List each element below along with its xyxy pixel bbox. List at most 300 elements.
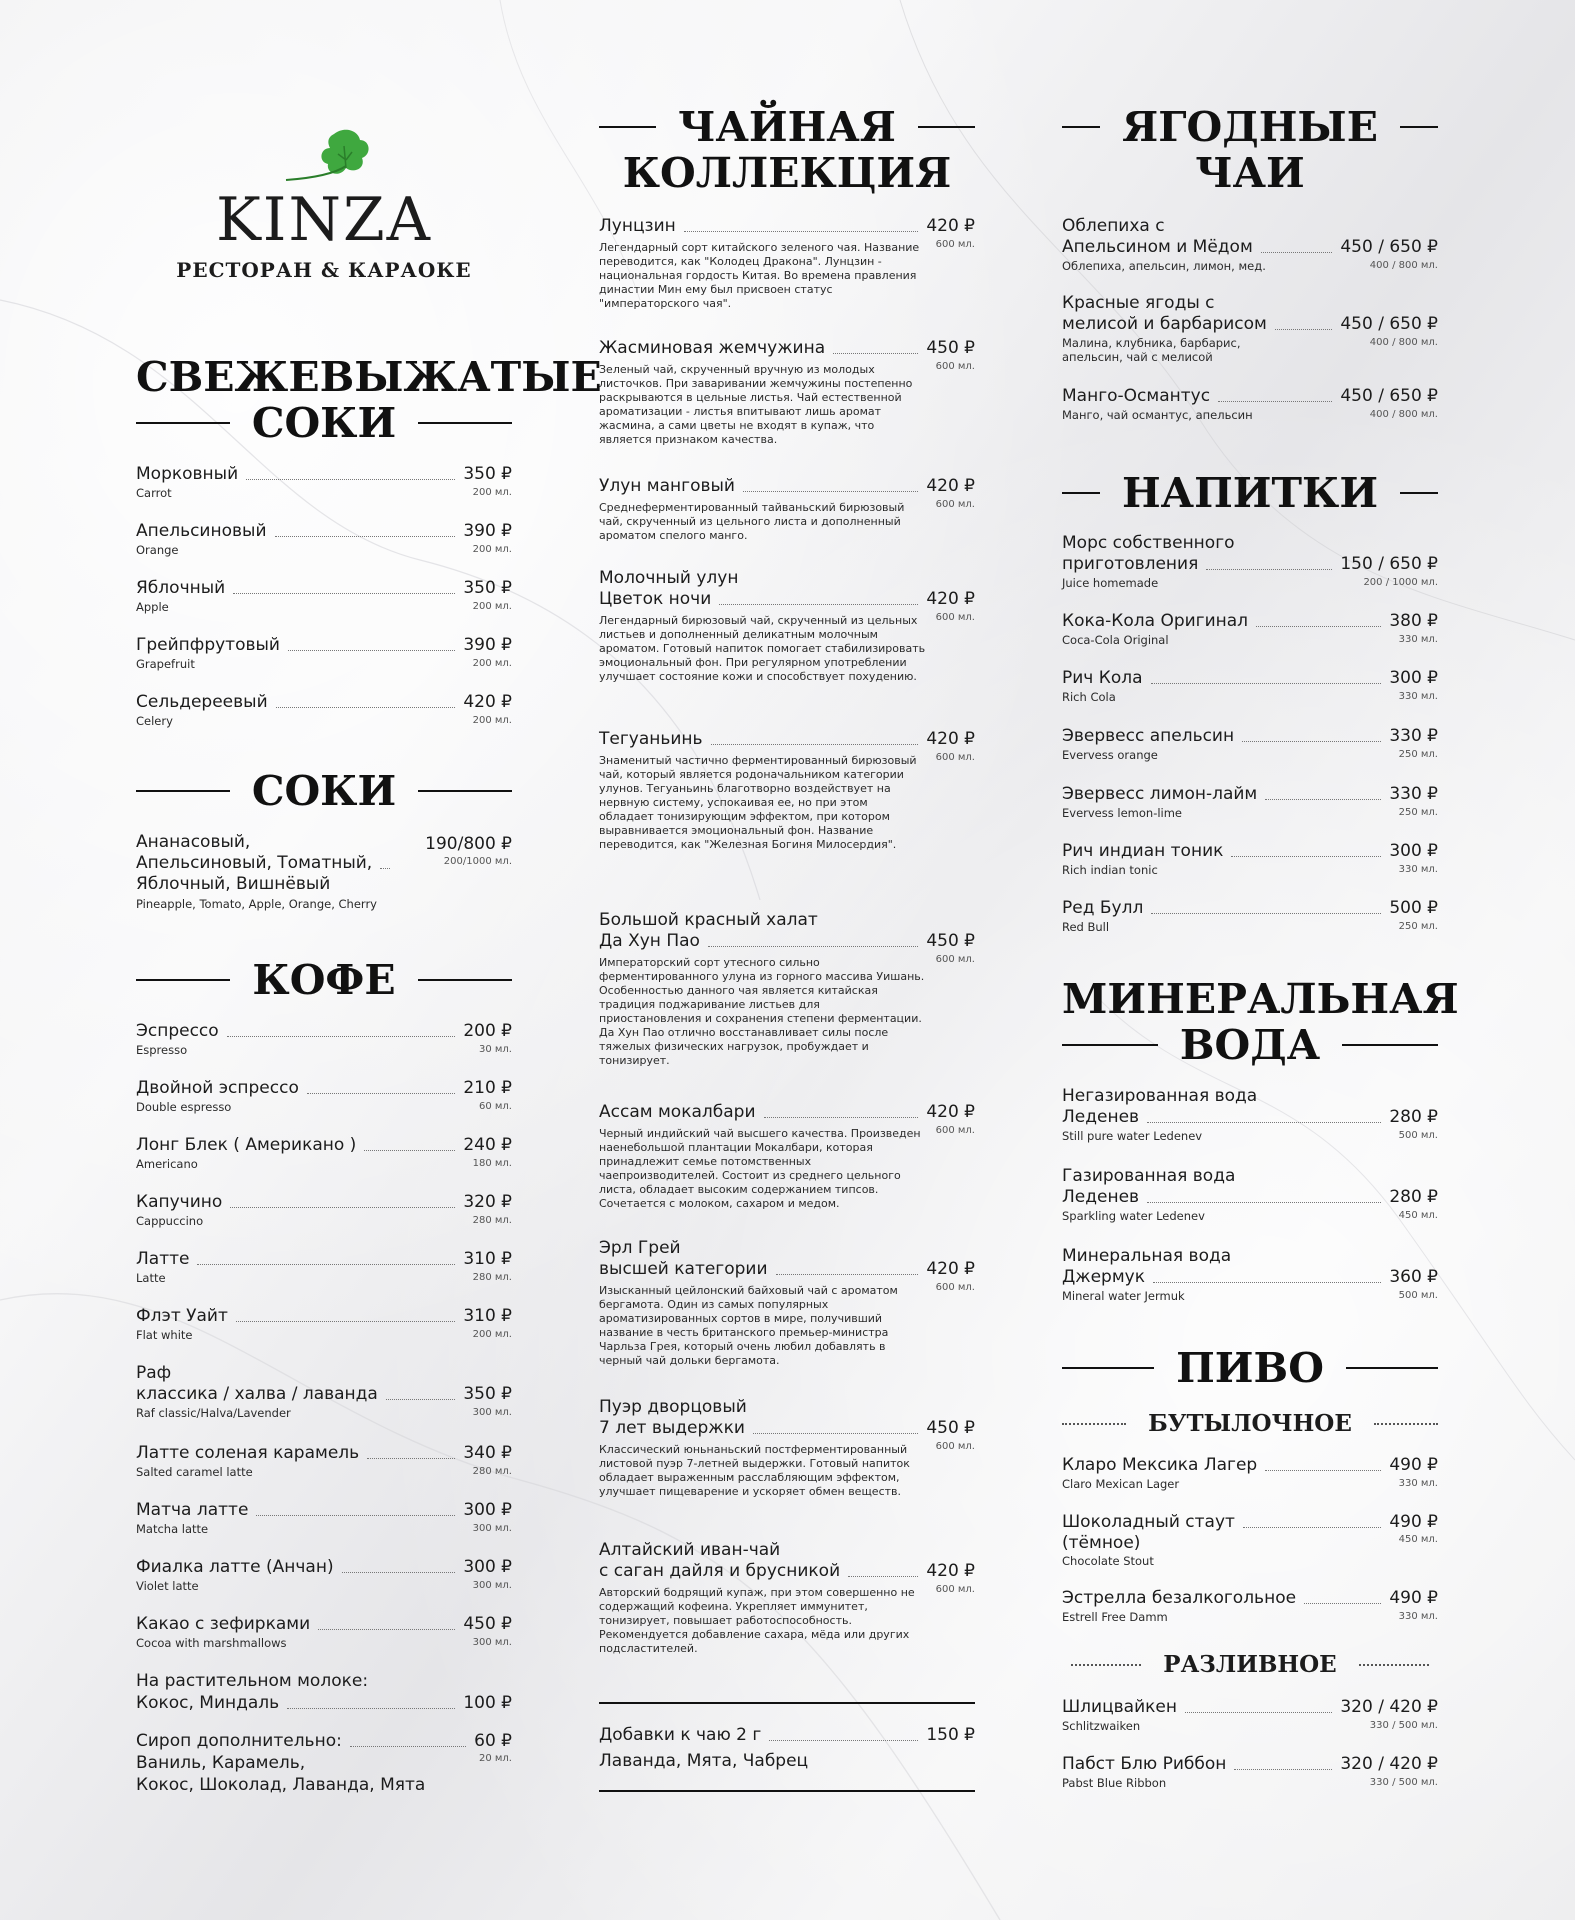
item-row (1062, 806, 1438, 820)
item-row (1062, 748, 1438, 762)
dot-leader (386, 1399, 455, 1400)
volume: 200 мл. (472, 715, 512, 726)
subtitle: Carrot (136, 486, 172, 500)
price: 500 ₽ (1389, 898, 1438, 918)
price: 280 ₽ (1389, 1187, 1438, 1207)
volume: 200 мл. (472, 544, 512, 555)
volume: 250 мл. (1398, 921, 1438, 932)
dot-leader (1147, 1202, 1381, 1203)
dot-leader (1275, 329, 1332, 330)
volume: 600 мл. (935, 499, 975, 510)
menu-item (1062, 1754, 1438, 1790)
item-name: ЯГОДНЫЕ (1062, 104, 1438, 150)
item-name: Сироп дополнительно: (136, 1731, 342, 1751)
price: 380 ₽ (1389, 611, 1438, 631)
item-row (1062, 408, 1438, 422)
item-row (1062, 1588, 1438, 1609)
item-name: Алтайский иван-чай (599, 1540, 781, 1560)
menu-item (136, 1557, 512, 1593)
dot-leader (233, 593, 455, 594)
item-name: ВОДА (1062, 1022, 1438, 1068)
price: 450 / 650 ₽ (1340, 386, 1438, 406)
price: 330 ₽ (1389, 784, 1438, 804)
item-name: Красные ягоды с (1062, 293, 1215, 313)
volume: 600 мл. (935, 239, 975, 250)
item-name: Двойной эспрессо (136, 1078, 299, 1098)
item-row (599, 498, 975, 543)
volume: 600 мл. (935, 1282, 975, 1293)
item-name: Кокос, Шоколад, Лаванда, Мята (136, 1775, 426, 1795)
price: 240 ₽ (463, 1135, 512, 1155)
brand-subtitle: РЕСТОРАН & КАРАОКЕ (176, 258, 472, 282)
section-title-fresh-juices (136, 353, 602, 447)
description: Среднеферментированный тайваньский бирюзовый чай, скрученный из цельного листа и дополненный ароматом спелого манго. (599, 501, 905, 542)
section-title-coffee: КОФЕ (136, 957, 512, 1003)
price: 450 ₽ (926, 1418, 975, 1438)
section-title-juices: СОКИ (136, 768, 512, 814)
price: 450 ₽ (926, 338, 975, 358)
menu-item (136, 578, 512, 614)
dot-leader (708, 946, 918, 947)
volume: 600 мл. (935, 612, 975, 623)
dot-leader (1304, 1603, 1381, 1604)
dot-leader (764, 1117, 919, 1118)
price: 490 ₽ (1389, 1512, 1438, 1532)
menu-item (136, 1192, 512, 1228)
volume: 30 мл. (478, 1044, 512, 1055)
subtitle: Sparkling water Ledenev (1062, 1209, 1205, 1223)
dot-leader (711, 744, 919, 745)
item-row (136, 1135, 512, 1156)
dot-leader (1265, 1470, 1381, 1471)
item-name: Леденев (1062, 1107, 1140, 1127)
dot-leader (288, 650, 455, 651)
item-name: Раф (136, 1363, 172, 1383)
subtitle: Evervess lemon-lime (1062, 806, 1183, 820)
price: 420 ₽ (926, 729, 975, 749)
item-row (1062, 633, 1438, 647)
menu-item (136, 464, 512, 500)
subtitle: Estrell Free Damm (1062, 1610, 1168, 1624)
dot-leader (753, 1433, 918, 1434)
item-row (599, 476, 975, 497)
item-row (1062, 259, 1438, 273)
volume: 200 мл. (472, 658, 512, 669)
dot-leader (276, 707, 456, 708)
volume: 400 / 800 мл. (1369, 337, 1438, 348)
subtitle: Apple (136, 600, 169, 614)
item-name: СВЕЖЕВЫЖАТЫЕ (136, 353, 602, 401)
item-row (599, 953, 975, 1068)
item-name: Грейпфрутовый (136, 635, 280, 655)
volume: 400 / 800 мл. (1369, 409, 1438, 420)
item-name: Эвервесс лимон-лайм (1062, 784, 1258, 804)
dot-leader (743, 491, 918, 492)
dot-leader (350, 1746, 466, 1747)
price: 450 ₽ (926, 931, 975, 951)
item-row (1062, 576, 1438, 590)
item-row (136, 692, 512, 713)
dot-leader (256, 1515, 455, 1516)
item-name: Апельсином и Мёдом (1062, 237, 1253, 257)
item-row (136, 1157, 512, 1171)
divider (599, 1790, 975, 1792)
item-name: Молочный улун (599, 568, 739, 588)
item-name: Пабст Блю Риббон (1062, 1754, 1227, 1774)
price: 300 ₽ (1389, 841, 1438, 861)
item-name: Негазированная вода (1062, 1086, 1258, 1106)
item-row (599, 931, 975, 952)
description: Знаменитый частично ферментированный бирюзовый чай, который является родоначальником категории улунов. Тегуаньинь благотворно воздействует на нервную систему, успокаивая ее, но при этом обладает тонизирующим эффектом, при котором выравнивается эмоциональный фон. Название переводится, как "Железная Богиня Милосердия". (599, 754, 917, 851)
item-name: приготовления (1062, 554, 1199, 574)
item-name: Эвервесс апельсин (1062, 726, 1235, 746)
subtitle: Pineapple, Tomato, Apple, Orange, Cherry (136, 897, 377, 911)
volume: 330 / 500 мл. (1369, 1720, 1438, 1731)
item-name: Какао с зефирками (136, 1614, 311, 1634)
subtitle: Манго, чай османтус, апельсин (1062, 408, 1253, 422)
menu-item (136, 1021, 512, 1057)
price: 420 ₽ (926, 216, 975, 236)
item-row (136, 1078, 512, 1099)
tea-item (599, 1397, 975, 1499)
subtitle: Double espresso (136, 1100, 232, 1114)
volume: 600 мл. (935, 752, 975, 763)
item-row (1062, 863, 1438, 877)
menu-item (136, 1078, 512, 1114)
item-row (1062, 611, 1438, 632)
item-name: СОКИ (136, 400, 512, 446)
item-row (136, 657, 512, 671)
dot-leader (364, 1150, 455, 1151)
tea-item (599, 338, 975, 447)
dot-leader (1153, 1282, 1381, 1283)
item-row (136, 1021, 512, 1042)
item-row (1062, 1477, 1438, 1491)
tea-item (599, 910, 975, 1068)
menu-item (1062, 1512, 1438, 1568)
brand-logo (136, 126, 512, 282)
item-row (1062, 1209, 1438, 1223)
item-name: Тегуаньинь (599, 729, 703, 749)
item-name: На растительном молоке: (136, 1671, 369, 1691)
menu-item (1062, 1086, 1438, 1143)
item-row (136, 1579, 512, 1593)
price: 490 ₽ (1389, 1455, 1438, 1475)
price: 340 ₽ (463, 1443, 512, 1463)
item-row (1062, 1610, 1438, 1624)
item-name: МИНЕРАЛЬНАЯ (1062, 975, 1459, 1023)
volume: 330 мл. (1398, 634, 1438, 645)
subtitle: Grapefruit (136, 657, 195, 671)
volume: 600 мл. (935, 1441, 975, 1452)
tea-item (599, 1540, 975, 1656)
item-row (599, 1124, 975, 1211)
item-row (136, 1522, 512, 1536)
description: Легендарный сорт китайского зеленого чая. Название переводится, как "Колодец Дракона". Лунцзин - национальная гордость Китая. Во времена правления династии Мин ему был присвоен статус "императорского чая". (599, 241, 920, 310)
item-name: Фиалка латте (Анчан) (136, 1557, 334, 1577)
subtitle: Orange (136, 543, 179, 557)
price: 420 ₽ (463, 692, 512, 712)
dot-leader (833, 353, 918, 354)
price: 360 ₽ (1389, 1267, 1438, 1287)
item-row (1062, 1512, 1438, 1533)
dot-leader (769, 1740, 918, 1741)
item-name: Пуэр дворцовый (599, 1397, 747, 1417)
menu-item (1062, 668, 1438, 704)
item-row (136, 1752, 512, 1774)
item-name: Облепиха с (1062, 216, 1165, 236)
dot-leader (1265, 799, 1381, 800)
description: Черный индийский чай высшего качества. Произведен наенебольшой плантации Мокалбари, которая принадлежит семье потомственных чаепроизводителей. Состоит из среднего цельного листа, обладает высоким содержанием типсов. Сочетается с молоком, сахаром и медом. (599, 1127, 921, 1210)
item-row (599, 1724, 975, 1746)
item-name: мелисой и барбарисом (1062, 314, 1267, 334)
dot-leader (1218, 401, 1332, 402)
subtitle: Mineral water Jermuk (1062, 1289, 1185, 1303)
item-row (136, 1730, 512, 1752)
volume: 330 мл. (1398, 1611, 1438, 1622)
volume: 300 мл. (472, 1637, 512, 1648)
item-row (136, 1214, 512, 1228)
volume: 300 мл. (472, 1523, 512, 1534)
volume: 200 мл. (472, 601, 512, 612)
description: Изысканный цейлонский байховый чай с ароматом бергамота. Один из самых популярных ароматизированных сортов в мире, получивший название в честь британского премьер-министра Чарльза Грея, который очень любил добавлять в черный чай дольки бергамота. (599, 1284, 898, 1367)
subtitle: Cappuccino (136, 1214, 204, 1228)
item-name: Латте соленая карамель (136, 1443, 360, 1463)
item-name: Эрл Грей (599, 1238, 681, 1258)
subtitle: Violet latte (136, 1579, 199, 1593)
dot-leader (275, 536, 456, 537)
item-name: Флэт Уайт (136, 1306, 228, 1326)
volume: 200 мл. (472, 1329, 512, 1340)
item-name: Манго-Османтус (1062, 386, 1211, 406)
dot-leader (1151, 913, 1381, 914)
item-row (1062, 690, 1438, 704)
dot-leader (1261, 252, 1333, 253)
item-row (599, 751, 975, 852)
item-row (599, 1102, 975, 1123)
dot-leader (719, 604, 918, 605)
item-name: Жасминовая жемчужина (599, 338, 826, 358)
volume: 600 мл. (935, 361, 975, 372)
price: 300 ₽ (463, 1500, 512, 1520)
price: 300 ₽ (463, 1557, 512, 1577)
subtitle: Raf classic/Halva/Lavender (136, 1406, 291, 1420)
menu-item (136, 1500, 512, 1536)
volume: 300 мл. (472, 1407, 512, 1418)
subtitle: Red Bull (1062, 920, 1110, 934)
item-name: Ред Булл (1062, 898, 1144, 918)
subtitle: Evervess orange (1062, 748, 1158, 762)
cilantro-leaf-icon (274, 126, 374, 186)
menu-item (1062, 611, 1438, 647)
item-row (599, 216, 975, 237)
item-row (136, 1500, 512, 1521)
item-row (1062, 1267, 1438, 1288)
item-name: Эспрессо (136, 1021, 219, 1041)
item-name: с саган дайля и брусникой (599, 1561, 841, 1581)
item-row (1062, 841, 1438, 862)
subtitle: Coca-Cola Original (1062, 633, 1169, 647)
item-row (1062, 314, 1438, 335)
menu-item (136, 1135, 512, 1171)
volume: 600 мл. (935, 954, 975, 965)
item-row (1062, 668, 1438, 689)
tea-item (599, 216, 975, 311)
item-row (136, 1192, 512, 1213)
price: 320 / 420 ₽ (1340, 1754, 1438, 1774)
volume: 200 / 1000 мл. (1363, 577, 1438, 588)
item-row (1062, 726, 1438, 747)
price: 420 ₽ (926, 589, 975, 609)
menu-item (1062, 533, 1438, 590)
volume: 330 мл. (1398, 864, 1438, 875)
item-row (599, 238, 975, 311)
price: 450 / 650 ₽ (1340, 237, 1438, 257)
menu-item-tea-additives (599, 1724, 975, 1772)
dot-leader (236, 1321, 455, 1322)
item-name: Яблочный (136, 578, 226, 598)
tea-item (599, 1102, 975, 1211)
price: 300 ₽ (1389, 668, 1438, 688)
item-row (599, 1440, 975, 1499)
price: 150 ₽ (926, 1725, 975, 1745)
item-name: Морковный (136, 464, 239, 484)
subtitle: Облепиха, апельсин, лимон, мед. (1062, 259, 1266, 273)
dot-leader (776, 1274, 919, 1275)
volume: 60 мл. (478, 1101, 512, 1112)
dot-leader (367, 1458, 455, 1459)
item-row (1062, 386, 1438, 407)
menu-item-syrup (136, 1730, 512, 1796)
item-row (136, 543, 512, 557)
item-row (1062, 898, 1438, 919)
item-name: ЧАЙНАЯ (599, 104, 975, 150)
item-row (136, 635, 512, 656)
dot-leader (1242, 741, 1381, 742)
item-row (136, 1384, 512, 1405)
item-row (136, 1692, 512, 1714)
volume: 280 мл. (472, 1272, 512, 1283)
volume: 330 мл. (1398, 691, 1438, 702)
price: 350 ₽ (463, 1384, 512, 1404)
menu-item (136, 521, 512, 557)
dot-leader (246, 479, 455, 480)
item-row (1062, 1107, 1438, 1128)
item-name: Ваниль, Карамель, (136, 1753, 306, 1773)
subtitle: Rich indian tonic (1062, 863, 1158, 877)
item-name: Яблочный, Вишнёвый (136, 874, 331, 894)
item-row (136, 1465, 512, 1479)
item-row (1062, 920, 1438, 934)
dot-leader (342, 1572, 456, 1573)
item-row (1062, 1129, 1438, 1143)
item-name: Ананасовый, (136, 832, 251, 852)
price: 320 ₽ (463, 1192, 512, 1212)
menu-item (1062, 293, 1438, 364)
item-row (1062, 1776, 1438, 1790)
subtitle: Celery (136, 714, 173, 728)
price: 310 ₽ (463, 1306, 512, 1326)
item-row (136, 464, 512, 485)
item-row (136, 1271, 512, 1285)
item-row (599, 611, 975, 684)
item-row (599, 1281, 975, 1368)
item-name: Кокос, Миндаль (136, 1693, 280, 1713)
volume: 450 мл. (1398, 1210, 1438, 1221)
subtitle: Малина, клубника, барбарис, апельсин, чай с мелисой (1062, 336, 1241, 364)
item-row (1062, 237, 1438, 258)
item-name: Матча латте (136, 1500, 249, 1520)
menu-item (1062, 216, 1438, 273)
menu-item (1062, 784, 1438, 820)
dot-leader (1147, 1122, 1381, 1123)
section-title-berry-tea (1062, 104, 1438, 196)
item-row (599, 1418, 975, 1439)
item-row (1062, 554, 1438, 575)
dot-leader (318, 1629, 455, 1630)
section-title-beer: ПИВО (1062, 1345, 1438, 1391)
item-name: высшей категории (599, 1259, 768, 1279)
volume: 330 мл. (1398, 1478, 1438, 1489)
item-name: Апельсиновый, Томатный, (136, 853, 373, 873)
section-title-tea (599, 104, 975, 196)
volume: 330 / 500 мл. (1369, 1777, 1438, 1788)
subtitle: Rich Cola (1062, 690, 1116, 704)
dot-leader (1256, 626, 1381, 627)
dot-leader (197, 1264, 455, 1265)
item-row (136, 1043, 512, 1057)
item-row (136, 1443, 512, 1464)
tea-item (599, 1238, 975, 1368)
volume: 600 мл. (935, 1584, 975, 1595)
price: 350 ₽ (463, 464, 512, 484)
price: 420 ₽ (926, 1102, 975, 1122)
price: 200 ₽ (463, 1021, 512, 1041)
item-row (1062, 1754, 1438, 1775)
volume: 250 мл. (1398, 807, 1438, 818)
subtitle: Espresso (136, 1043, 188, 1057)
item-row (136, 521, 512, 542)
description: Легендарный бирюзовый чай, скрученный из цельных листьев и дополненный деликатным молочным ароматом. Готовый напиток помогает стабилизировать эмоциональный фон. При регулярном употреблении улучшает состояние кожи и способствует похудению. (599, 614, 926, 683)
price: 310 ₽ (463, 1249, 512, 1269)
subtitle: Matcha latte (136, 1522, 209, 1536)
item-name: Минеральная вода (1062, 1246, 1232, 1266)
dot-leader (1151, 683, 1382, 684)
menu-item (136, 692, 512, 728)
item-row (599, 729, 975, 750)
price: 420 ₽ (926, 1561, 975, 1581)
item-name: Шлицвайкен (1062, 1697, 1177, 1717)
item-name: Латте (136, 1249, 190, 1269)
description: Императорский сорт утесного сильно ферментированного улуна из горного массива Уишань. Особенностью данного чая является китайская традиция поджаривание листьев для приостановления и сохранения степени ферментации. Да Хун Пао отлично восстанавливает силы после тяжелых физических нагрузок, пробуждает и тонизирует. (599, 956, 925, 1067)
item-row (1062, 1533, 1438, 1554)
item-name: Лунцзин (599, 216, 676, 236)
subsection-title-draft: РАЗЛИВНОЕ (1062, 1651, 1438, 1678)
dot-leader (684, 231, 919, 232)
item-name: 7 лет выдержки (599, 1418, 745, 1438)
item-row (136, 874, 512, 895)
volume: 200/1000 мл. (443, 856, 512, 867)
price: 350 ₽ (463, 578, 512, 598)
menu-item (136, 1306, 512, 1342)
subtitle: Latte (136, 1271, 166, 1285)
price: 390 ₽ (463, 521, 512, 541)
volume: 180 мл. (472, 1158, 512, 1169)
menu-item (136, 1614, 512, 1650)
subtitle: Salted caramel latte (136, 1465, 253, 1479)
item-name: Кларо Мексика Лагер (1062, 1455, 1258, 1475)
item-name: Джермук (1062, 1267, 1145, 1287)
